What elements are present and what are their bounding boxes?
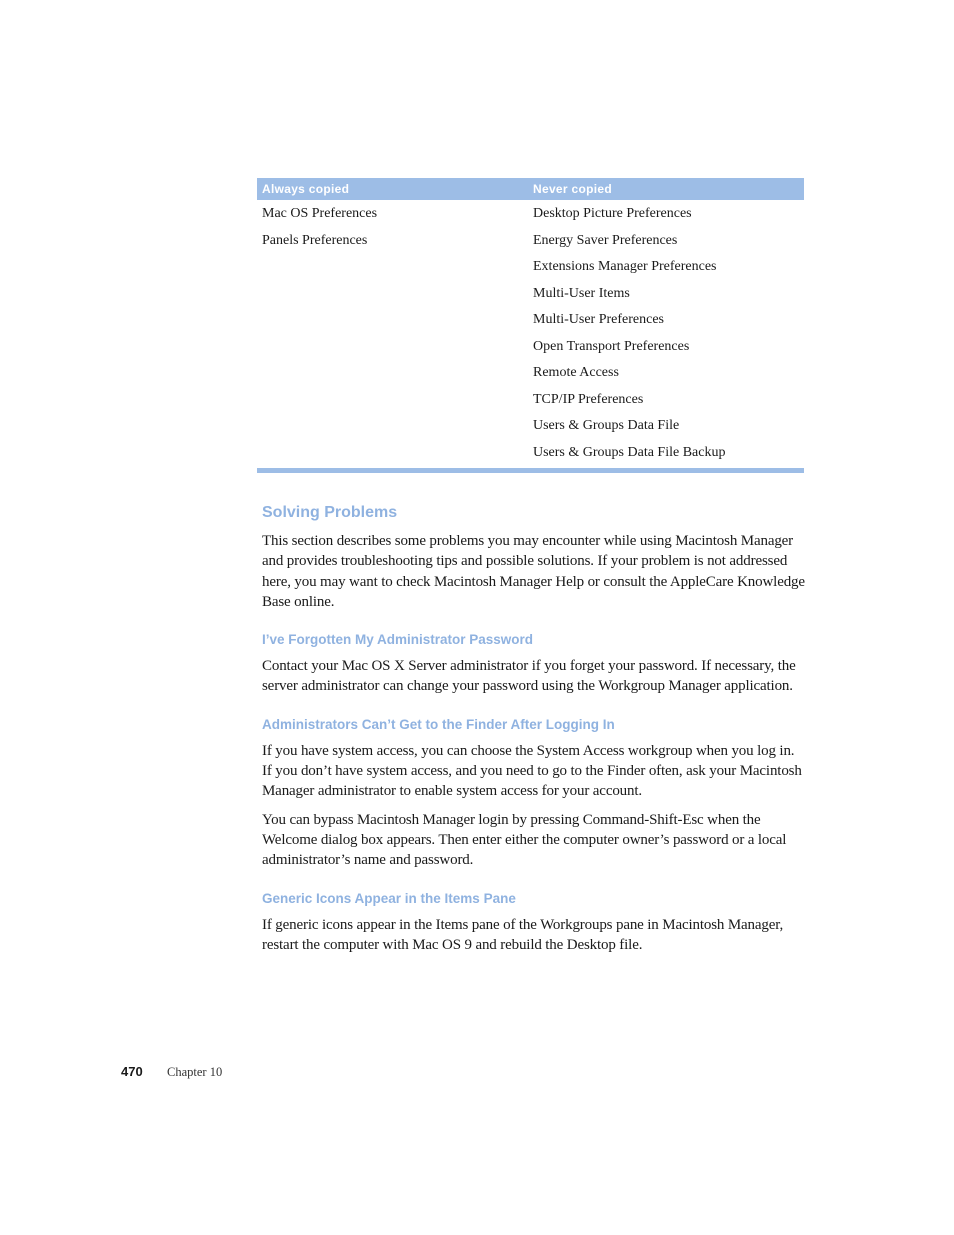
table-cell: Energy Saver Preferences (533, 232, 678, 248)
page-number: 470 (121, 1064, 143, 1079)
table-cell: Extensions Manager Preferences (533, 259, 717, 274)
header-always-copied: Always copied (262, 182, 350, 196)
table-cell: Remote Access (533, 365, 619, 380)
table-cell: Multi-User Items (533, 285, 630, 301)
table-body (257, 200, 804, 466)
table-cell: Desktop Picture Preferences (533, 206, 692, 221)
section-title: Solving Problems (262, 504, 398, 521)
table-cell: TCP/IP Preferences (533, 391, 644, 407)
subsection-paragraph: You can bypass Macintosh Manager login by pressing Command-Shift-Esc when the Welcome dialog box appears. Then enter either the computer owner’s password or a local administrator’s name and password. (262, 811, 787, 869)
subsection-title-generic-icons: Generic Icons Appear in the Items Pane (262, 890, 516, 906)
never-copied-column (528, 201, 725, 466)
chapter-label: Chapter 10 (167, 1065, 223, 1079)
always-copied-column (257, 201, 528, 466)
header-never-copied: Never copied (533, 182, 612, 196)
table-cell: Multi-User Preferences (533, 312, 665, 327)
section-content (262, 500, 807, 963)
subsection-title-finder-access: Administrators Can’t Get to the Finder After Logging In (262, 716, 615, 732)
preferences-table (257, 178, 804, 473)
subsection-paragraph: If generic icons appear in the Items pane of the Workgroups pane in Macintosh Manager, restart the computer with Mac OS 9 and rebuild the Desktop file. (262, 916, 784, 953)
table-cell: Users & Groups Data File Backup (533, 444, 726, 460)
table-cell: Panels Preferences (262, 232, 368, 248)
table-cell: Users & Groups Data File (533, 418, 680, 433)
section-intro: This section describes some problems you may encounter while using Macintosh Manager and provides troubleshooting tips and possible solutions. If your problem is not addressed here, you may want to check Macintosh Manager Help or consult the AppleCare Knowledge Base online. (262, 533, 805, 610)
page-footer (121, 1064, 222, 1080)
subsection-paragraph: Contact your Mac OS X Server administrator if you forget your password. If necessary, the server administrator can change your password using the Workgroup Manager application. (262, 658, 796, 695)
table-cell: Mac OS Preferences (262, 206, 378, 221)
table-cell: Open Transport Preferences (533, 338, 690, 354)
subsection-paragraph: If you have system access, you can choose the System Access workgroup when you log in. If you don’t have system access, and you need to go to the Finder often, ask your Macintosh Manager administrator to enable system access for your account. (262, 742, 802, 800)
subsection-title-forgotten-password: I’ve Forgotten My Administrator Password (262, 632, 534, 648)
table-bottom-rule (257, 468, 804, 473)
table-header (257, 178, 804, 200)
